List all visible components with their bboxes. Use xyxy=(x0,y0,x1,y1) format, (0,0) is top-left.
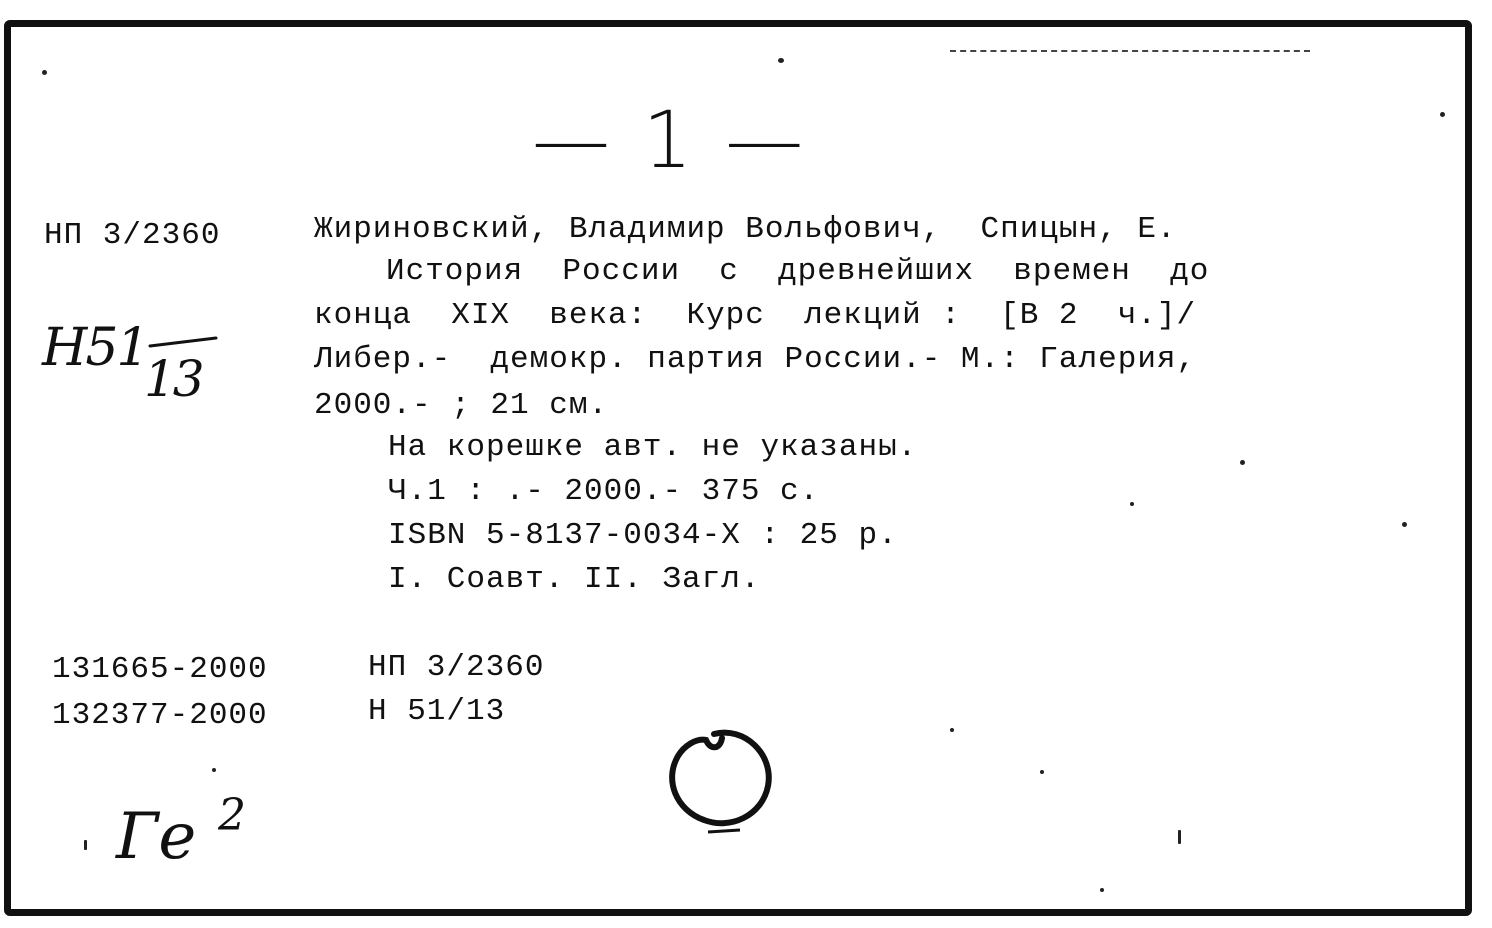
description-line: История России с древнейших времен до xyxy=(386,254,1210,289)
scan-speck xyxy=(1040,770,1044,774)
call-number: НП 3/2360 xyxy=(44,218,221,253)
scan-noise-line xyxy=(950,50,1310,52)
scan-speck xyxy=(42,70,47,75)
scan-speck xyxy=(1440,112,1445,117)
shelf-mark-sub: 13 xyxy=(144,350,202,408)
scan-speck xyxy=(1240,460,1245,465)
scan-speck xyxy=(1178,830,1181,844)
page-number-mark: — 1 — xyxy=(532,96,808,186)
note-line: Ч.1 : .- 2000.- 375 с. xyxy=(388,474,820,509)
inventory-number: 131665-2000 xyxy=(52,652,268,687)
scan-speck xyxy=(950,728,954,732)
note-line: I. Соавт. II. Загл. xyxy=(388,562,761,597)
inventory-number: 132377-2000 xyxy=(52,698,268,733)
inventory-code: Н 51/13 xyxy=(368,694,506,729)
shelf-mark-fraction-line xyxy=(148,332,220,352)
scan-speck xyxy=(212,768,216,772)
scan-speck xyxy=(84,840,87,850)
handwritten-note: Ге xyxy=(116,800,197,874)
note-line: На корешке авт. не указаны. xyxy=(388,430,918,465)
shelf-mark-code: Н51 xyxy=(42,318,148,378)
description-line: 2000.- ; 21 см. xyxy=(314,388,609,423)
description-line: конца XIX века: Курс лекций : [В 2 ч.]/ xyxy=(314,298,1197,333)
scan-speck xyxy=(1402,522,1407,527)
scan-speck xyxy=(1100,888,1104,892)
handwritten-note-superscript: 2 xyxy=(218,790,246,841)
inventory-code: НП 3/2360 xyxy=(368,650,545,685)
note-line: ISBN 5-8137-0034-X : 25 р. xyxy=(388,518,898,553)
scan-speck xyxy=(1130,502,1134,506)
description-line: Либер.- демокр. партия России.- М.: Галерия, xyxy=(314,342,1197,377)
description-line: Жириновский, Владимир Вольфович, Спицын, Е. xyxy=(314,212,1177,247)
scan-speck xyxy=(778,58,784,63)
punch-hole xyxy=(656,720,782,842)
